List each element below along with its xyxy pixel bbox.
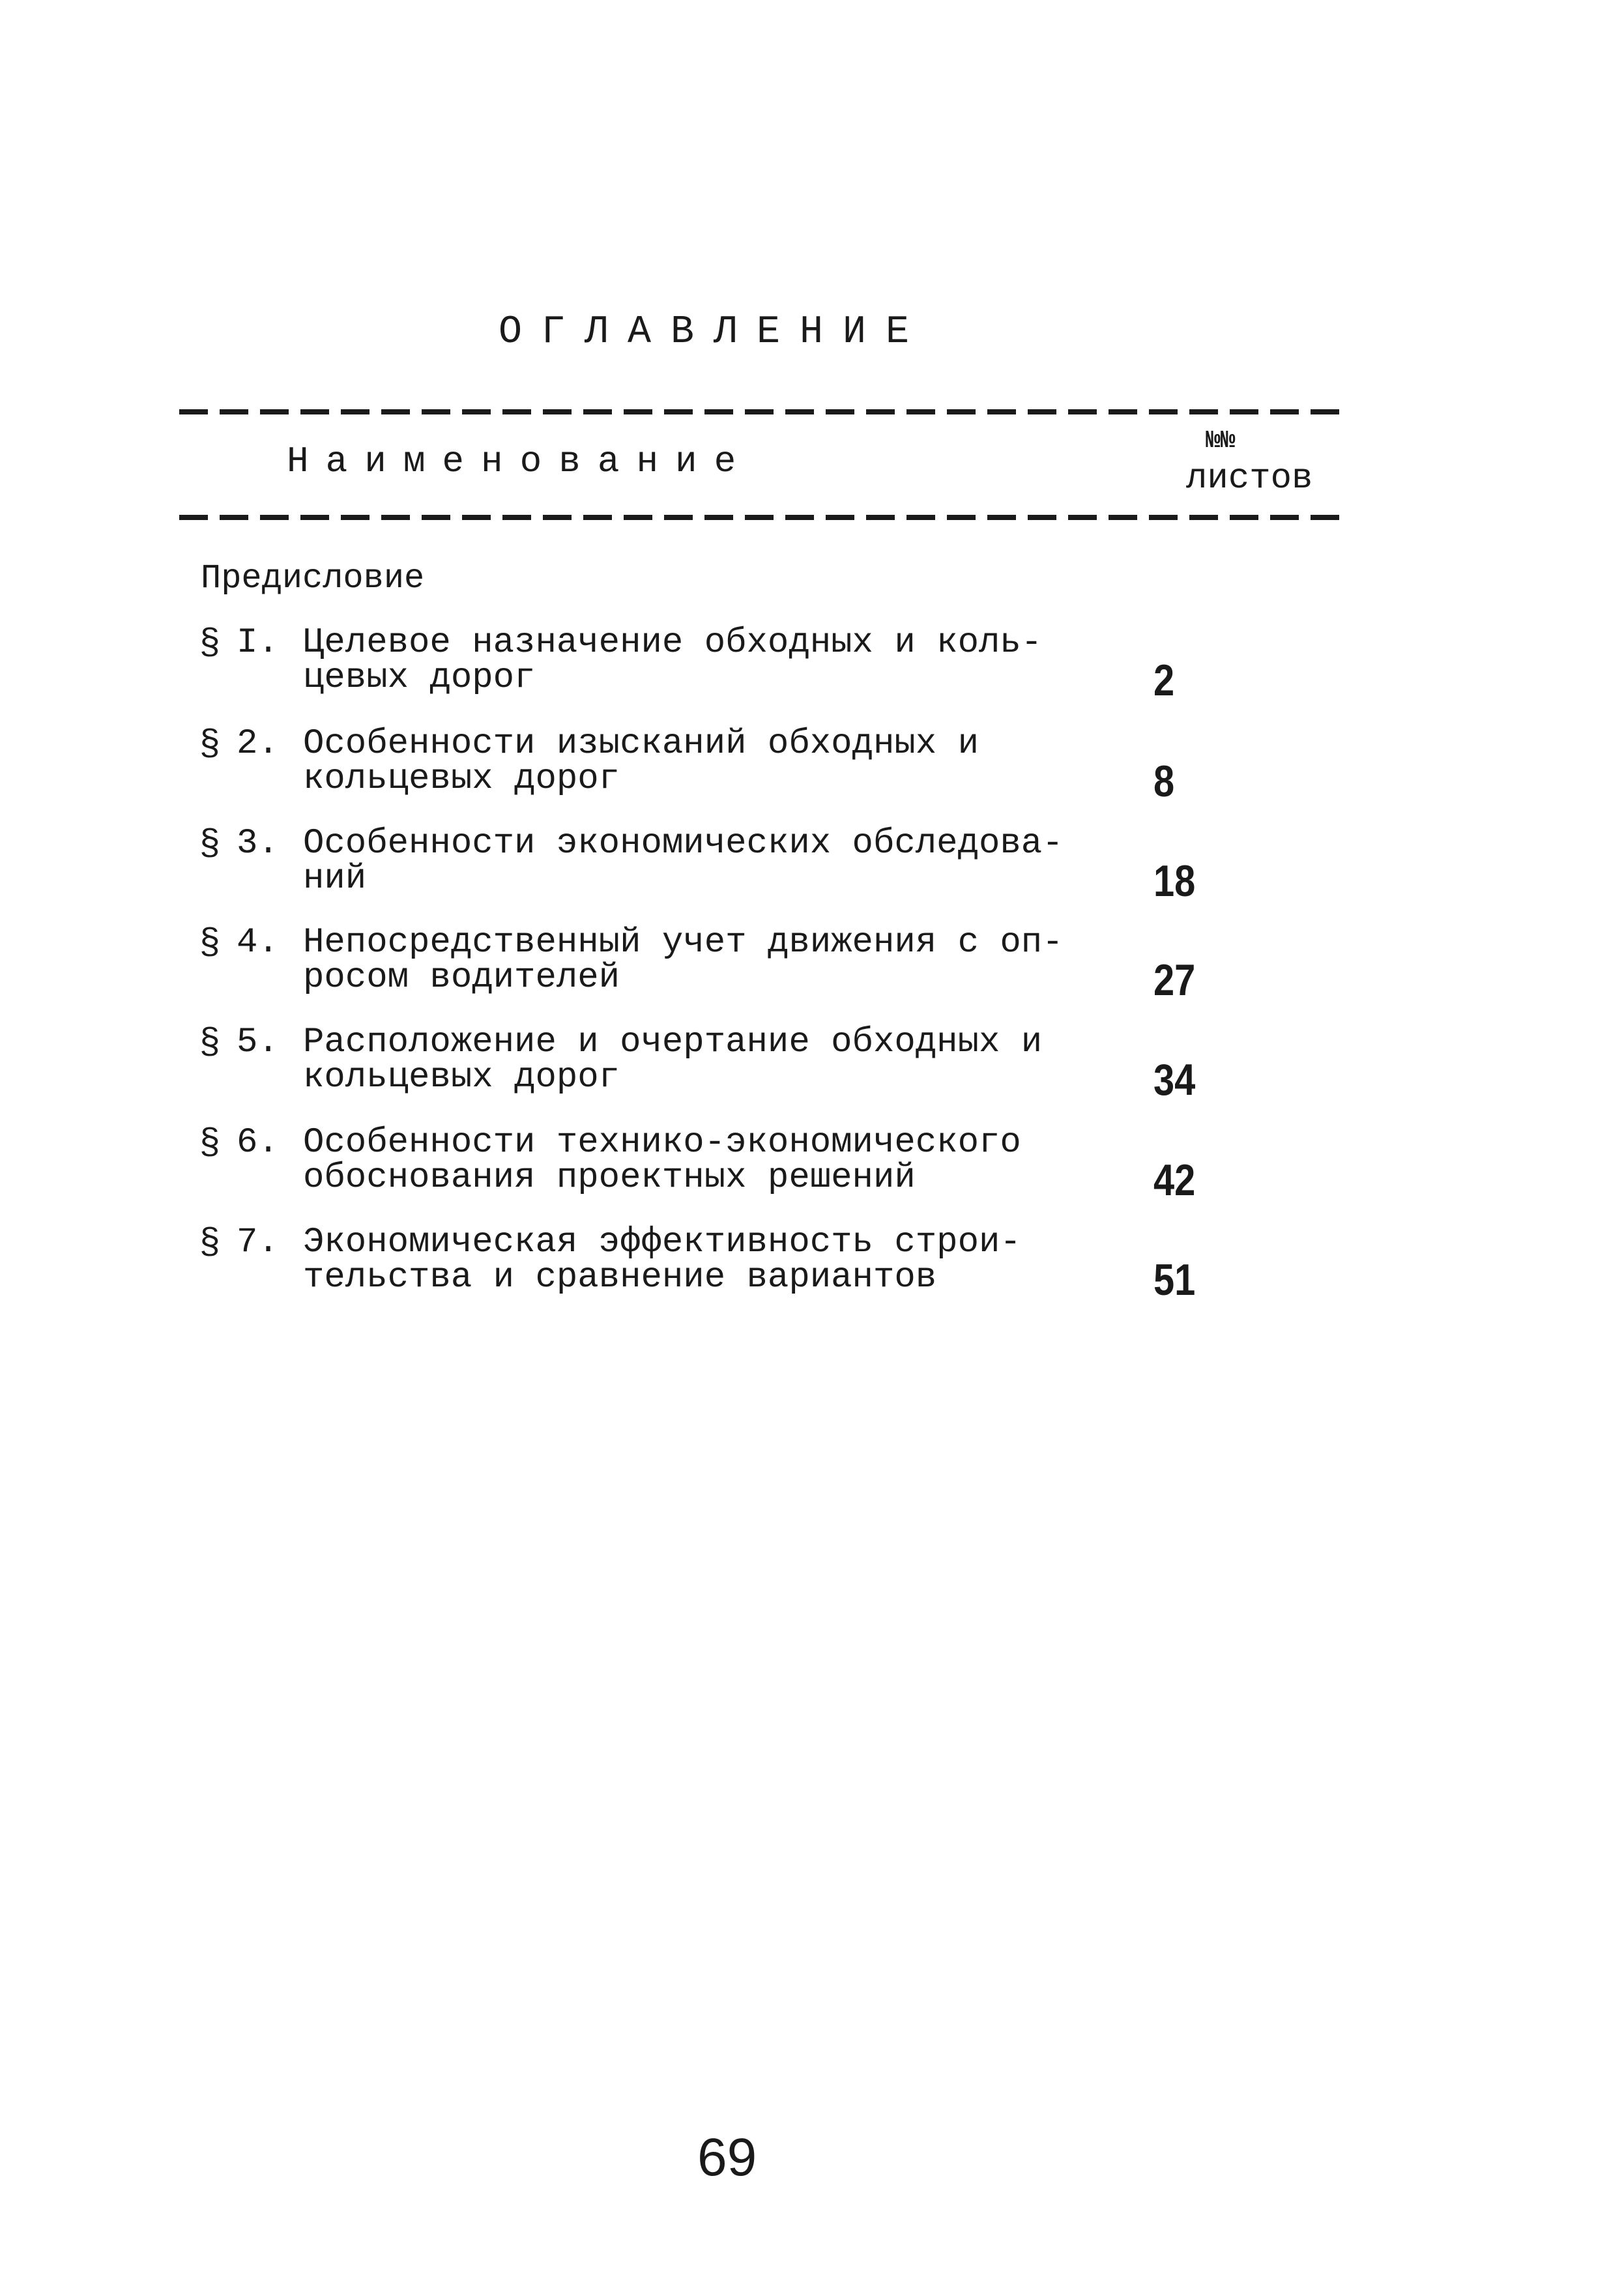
entry-title-line-2: цевых дорог xyxy=(303,658,536,698)
entry-title-line-1: Расположение и очертание обходных и xyxy=(303,1022,1043,1062)
entry-page: 27 xyxy=(1153,955,1196,1005)
dashed-divider-top xyxy=(179,409,1349,414)
column-header-name: Наименование xyxy=(287,441,753,482)
entry-title-line-1: Экономическая эффективность строи- xyxy=(303,1223,1021,1262)
section-number: 2. xyxy=(237,724,279,764)
toc-entry-2 xyxy=(199,724,1307,811)
preface-entry: Предисловие xyxy=(201,559,425,598)
section-sign: § xyxy=(199,1123,221,1165)
section-sign: § xyxy=(199,824,221,865)
entry-title-line-2: кольцевых дорог xyxy=(303,1058,620,1097)
section-sign: § xyxy=(199,724,221,766)
entry-page: 42 xyxy=(1153,1155,1196,1205)
section-number: 7. xyxy=(237,1223,279,1262)
section-number: 4. xyxy=(237,923,279,963)
entry-title-line-2: ний xyxy=(303,859,367,899)
entry-title-line-2: кольцевых дорог xyxy=(303,759,620,799)
dashed-divider-bottom xyxy=(179,515,1349,520)
entry-page: 8 xyxy=(1153,757,1175,806)
toc-entry-1 xyxy=(199,623,1307,710)
entry-page: 2 xyxy=(1153,656,1175,705)
entry-page: 18 xyxy=(1153,856,1196,906)
entry-title-line-1: Особенности изысканий обходных и xyxy=(303,724,979,764)
section-sign: § xyxy=(199,623,221,665)
page-number: 69 xyxy=(697,2128,757,2187)
entry-page: 34 xyxy=(1153,1055,1196,1105)
toc-entry-5 xyxy=(199,1022,1307,1110)
entry-page: 51 xyxy=(1153,1255,1196,1305)
section-number: 3. xyxy=(237,824,279,863)
toc-entry-6 xyxy=(199,1125,1307,1210)
toc-entry-4 xyxy=(199,925,1307,1010)
entry-title-line-1: Целевое назначение обходных и коль- xyxy=(303,623,1043,663)
entry-title-line-2: росом водителей xyxy=(303,958,620,998)
column-header-sheets: листов xyxy=(1186,459,1313,499)
section-sign: § xyxy=(199,1022,221,1064)
page-title: ОГЛАВЛЕНИЕ xyxy=(499,310,929,355)
entry-title-line-1: Непосредственный учет движения с оп- xyxy=(303,923,1064,963)
section-number: I. xyxy=(237,623,279,663)
column-header-sheets-number: №№ xyxy=(1206,427,1236,455)
entry-title-line-1: Особенности технико-экономического xyxy=(303,1123,1021,1163)
entry-title-line-2: тельства и сравнение вариантов xyxy=(303,1258,937,1297)
section-sign: § xyxy=(199,1223,221,1264)
section-number: 5. xyxy=(237,1022,279,1062)
entry-title-line-2: обоснования проектных решений xyxy=(303,1158,916,1198)
section-sign: § xyxy=(199,923,221,964)
toc-entry-3 xyxy=(199,826,1307,911)
toc-entry-7 xyxy=(199,1225,1307,1310)
entry-title-line-1: Особенности экономических обследова- xyxy=(303,824,1064,863)
section-number: 6. xyxy=(237,1123,279,1163)
